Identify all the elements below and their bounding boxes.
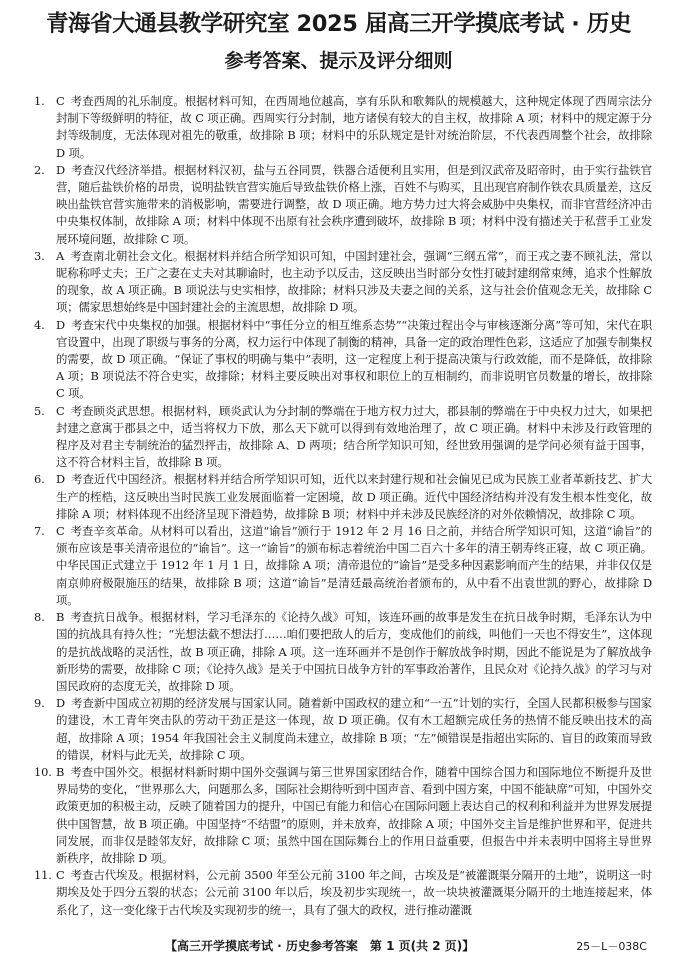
answer-choice: D: [56, 472, 65, 487]
answer-item: [34, 609, 652, 695]
answer-number: 8.: [34, 610, 45, 625]
answer-explanation: 考查中国外交。根据材料新时期中国外交强调与第三世界国家团结合作，随着中国综合国力和国际地位不断提升及世界局势的变化，“世界那么大，问题那么多，国际社会期待听到中国声音、看到中国方案，中国不能缺席”可知，中国外交政策更加的积极主动，反映了随着国力的提升，中国已有能力和信心在国际问题上表达自己的权利和利益并为世界发展提供中国智慧，故 B 项正确。中国坚持“不结盟”的原则，并未放弃，故排除 A 项；中国外交主旨是维护世界和平，促进共同发展，而非仅是睦邻友好，故排除 C 项；虽然中国在国际舞台上的作用日益重要，但报告中并未表明中国将主导世界新秩序，故排除 D 项。: [56, 764, 652, 865]
answer-item: [34, 317, 652, 403]
answer-number: 7.: [34, 524, 45, 539]
answer-explanation: 考查抗日战争。根据材料，学习毛泽东的《论持久战》可知，该连环画的故事是发生在抗日战争时期，毛泽东认为中国的抗战具有持久性；“光想法截不想法打……咱们要把敌人的后方，变成他们的前线，叫他们一天也不得安生”，这体现的是抗战战略的灵活性，故 B 项正确，排除 A 项。这一连环画并不是创作于解放战争时期，因此不能说是为了解放战争新形势的需要，故排除 C 项；《论持久战》是关于中国抗日战争方针的军事政治著作，且民众对《论持久战》的学习与对国民政府的态度无关，故排除 D 项。: [56, 610, 652, 693]
answer-item: [34, 867, 652, 919]
answer-number: 1.: [34, 94, 45, 108]
answer-choice: A: [56, 248, 65, 263]
answer-explanation: 考查宋代中央集权的加强。根据材料中“事任分立的相互维系态势”“决策过程出令与审核逐渐分离”等可知，宋代在职官设置中，出现了职级与事务的分离，权力运行中体现了制衡的精神，具备一定的政治理性色彩，这适应了加强专制集权的需要，故 D 项正确。“保证了事权的明确与集中”表明，这一定程度上利于提高决策与行政效能，而不是降低，故排除 A 项；B 项说法不符合史实，故排除；材料主要反映出对事权和职位上的互相制约，而非说明官员数量的增长，故排除 C 项。: [56, 317, 652, 401]
answer-list: [34, 93, 652, 919]
answer-item: [34, 695, 652, 764]
answer-explanation: 考查辛亥革命。从材料可以看出，这道“谕旨”颁行于 1912 年 2 月 16 日之前，并结合所学知识可知，这道“谕旨”的颁布应该是事关清帝退位的“谕旨”。这一“谕旨”的颁布标志着统治中国二百六十多年的清王朝寿终正寝，故 C 项正确。中华民国正式建立于 1912 年 1 月 1 日，故排除 A 项；清帝退位的“谕旨”是受多种因素影响而产生的结果，并非仅仅是南京帅府极限施压的结果，故排除 B 项；这道“谕旨”是清廷最高统治者颁布的，从中看不出袁世凯的野心，故排除 D 项。: [56, 524, 652, 607]
answer-explanation: 考查新中国成立初期的经济发展与国家认同。随着新中国政权的建立和“一五”计划的实行，全国人民都积极参与国家的建设，木工青年突击队的劳动干劲正是这一体现，故 D 项正确。仅有木工超额完成任务的热情不能反映出技术的高超，故排除 A 项；1954 年我国社会主义制度尚未建立，故排除 B 项；“左”倾错误是指超出实际的、盲目的政策而导致的错误，材料与此无关，故排除 C 项。: [56, 696, 652, 762]
page-footer: [0, 937, 677, 955]
answer-choice: C: [56, 403, 65, 418]
answer-item: [34, 162, 652, 248]
footer-page-info: 【高三开学摸底考试 · 历史参考答案 第 1 页(共 2 页)】: [165, 939, 475, 953]
answer-item: [34, 764, 652, 867]
answer-item: [34, 403, 652, 472]
answer-item: [34, 248, 652, 317]
answer-number: 5.: [34, 403, 45, 418]
answer-explanation: 考查汉代经济举措。根据材料汉初，盐与五谷同贾，铁器合适便利且实用，但是到汉武帝及昭帝时，由于实行盐铁官营，随后盐铁价格的昂贵，说明盐铁官营实施后导致盐铁价格上涨，百姓不与购买，且出现官府制作铁农具质量差，这反映出盐铁官营实施带来的消极影响，需要进行调整，故 D 项正确。地方势力过大将会威胁中央集权，而非官营经济冲击中央集权体制，故排除 A 项；材料中体现不出原有社会秩序遭到破坏，故排除 B 项；材料中没有描述关于私营手工业发展环境问题，故排除 C 项。: [56, 162, 652, 246]
answer-explanation: 考查近代中国经济。根据材料并结合所学知识可知，近代以来封建行规和社会偏见已成为民族工业者革新技艺、扩大生产的桎梏，这反映出当时民族工业发展面临着一定困境，故 D 项正确。近代中国经济结构并没有发生根本性变化，故排除 A 项；材料体现不出经济呈现下滑趋势，故排除 B 项；材料中并未涉及民族经济的对外依赖情况，故排除 C 项。: [56, 472, 652, 521]
answer-number: 4.: [34, 317, 45, 332]
answer-item: [34, 523, 652, 609]
answer-number: 10.: [34, 764, 52, 779]
answer-choice: C: [56, 94, 65, 108]
answer-number: 11.: [34, 868, 52, 883]
answer-item: [34, 93, 652, 162]
page-subtitle: 参考答案、提示及评分细则: [224, 50, 453, 72]
footer-exam-code: 25－L－038C: [576, 940, 647, 953]
answer-item: [34, 471, 652, 523]
answer-choice: C: [56, 868, 65, 883]
answer-explanation: 考查南北朝社会文化。根据材料并结合所学知识可知，中国封建社会，强调“三纲五常”，而王戎之妻不顾礼法，常以昵称称呼丈夫；王广之妻在丈夫对其聊谕时，也主动予以反击，这反映出当时部分女性打破封建纲常束缚，追求个性解放的现象，故 A 项正确。B 项说法与史实相悖，故排除；材料只涉及夫妻之间的关系，这与社会价值观念无关，故排除 C 项；儒家思想始终是中国封建社会的主流思想，故排除 D 项。: [56, 248, 652, 315]
page-title: 青海省大通县教学研究室 2025 届高三开学摸底考试 · 历史: [45, 11, 632, 37]
answer-explanation: 考查西周的礼乐制度。根据材料可知，在西周地位越高，享有乐队和歌舞队的规模越大，这种规定体现了西周宗法分封制下等级鲜明的特征，故 C 项正确。西周实行分封制，地方诸侯有较大的自主权，故排除 A 项；材料中的规定源于分封等级制度，无法体现对祖先的敬重，故排除 B 项；材料中的乐队规定是针对统治阶层，不代表西周整个社会，故排除 D 项。: [56, 94, 652, 160]
answer-choice: C: [56, 524, 65, 539]
answer-choice: B: [56, 764, 65, 779]
answer-choice: D: [56, 162, 65, 177]
answer-choice: D: [56, 696, 65, 711]
answer-number: 3.: [34, 248, 45, 263]
answer-number: 2.: [34, 162, 45, 177]
answer-choice: D: [56, 317, 65, 332]
answer-number: 9.: [34, 696, 45, 711]
answer-number: 6.: [34, 472, 45, 487]
answer-explanation: 考查顾炎武思想。根据材料，顾炎武认为分封制的弊端在于地方权力过大，郡县制的弊端在于中央权力过大，如果把封建之意寓于郡县之中，适当将权力下放，那么天下就可以得到有效地治理了，故 C 项正确。材料中未涉及行政管理的程序及对君主专制统治的猛烈抨击，故排除 A、D 两项；结合所学知识可知，经世致用强调的是学问必须有益于国事，这不符合材料主旨，故排除 B 项。: [56, 403, 652, 470]
answer-choice: B: [56, 610, 65, 625]
answer-explanation: 考查古代埃及。根据材料，公元前 3500 年至公元前 3100 年之间，古埃及是“被灌溉渠分隔开的土地”，说明这一时期埃及处于四分五裂的状态；公元前 3100 年以后，埃及初步实现统一，故一块块被灌溉渠分隔开的土地连接起来，体系化了，这一变化缘于古代埃及实现初步的统一，具有了强大的政权，进行推动灌溉: [56, 868, 652, 917]
